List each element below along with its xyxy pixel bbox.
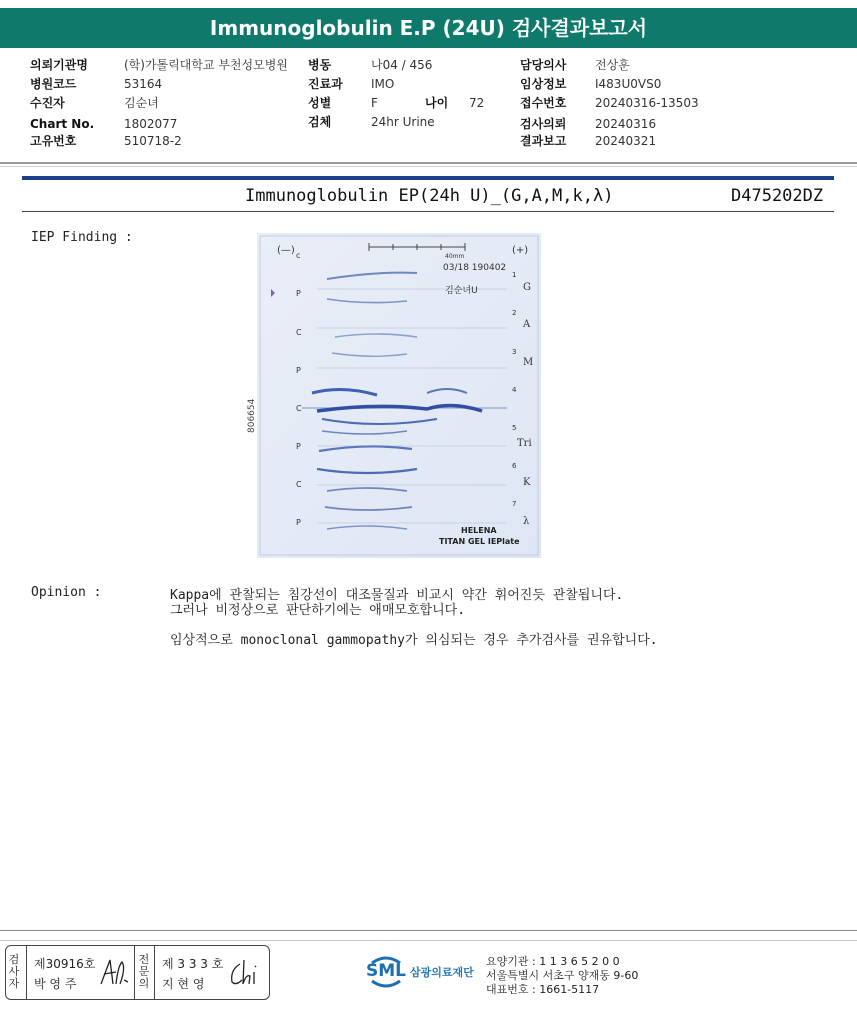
- label-report-date: 결과보고: [520, 134, 567, 148]
- tester-signature: [98, 956, 130, 990]
- iep-finding-label: IEP Finding :: [31, 230, 133, 245]
- label-specimen: 검체: [308, 115, 332, 129]
- lane-letter: λ: [523, 516, 530, 527]
- tester-name: 박 영 주: [34, 977, 77, 991]
- well-label: C: [296, 480, 302, 489]
- value-doctor: 전상훈: [595, 58, 630, 72]
- opinion-label: Opinion :: [31, 585, 102, 600]
- value-report-date: 20240321: [595, 134, 657, 148]
- value-chart-no: 1802077: [124, 117, 178, 131]
- label-patient: 수진자: [30, 96, 65, 110]
- label-clinical-info: 임상정보: [520, 77, 567, 91]
- gel-patient: 김순녀U: [445, 286, 478, 296]
- report-title: Immunoglobulin E.P (24U) 검사결과보고서: [209, 16, 648, 40]
- address: 서울특별시 서초구 양재동 9-60: [486, 969, 639, 982]
- sig-separator: [154, 946, 155, 999]
- lane-number: 6: [512, 462, 517, 470]
- well-label: P: [296, 366, 301, 375]
- lane-letter: K: [523, 477, 531, 488]
- institution-code: 요양기관 : 1 1 3 6 5 2 0 0: [486, 955, 620, 968]
- phone: 대표번호 : 1661-5117: [486, 983, 600, 996]
- label-age: 나이: [425, 96, 449, 110]
- lane-letter: A: [523, 319, 531, 330]
- label-doctor: 담당의사: [520, 58, 567, 72]
- label-request-date: 검사의뢰: [520, 117, 567, 131]
- signature-box: [5, 945, 270, 1000]
- test-code: D475202DZ: [731, 186, 824, 206]
- section-rule: [22, 176, 834, 180]
- label-receipt-no: 접수번호: [520, 96, 567, 110]
- lane-number: 1: [512, 271, 517, 279]
- value-hospital-code: 53164: [124, 77, 163, 91]
- value-unique-no: 510718-2: [124, 134, 182, 148]
- label-department: 진료과: [308, 77, 343, 91]
- gel-scale: 40mm: [445, 253, 465, 260]
- gel-minus: (—): [277, 245, 295, 256]
- value-sex: F: [371, 96, 378, 110]
- opinion-line-1: Kappa에 관찰되는 침강선이 대조물질과 비교시 약간 휘어진듯 관찰됩니다.: [170, 588, 624, 603]
- header-divider: [0, 162, 857, 164]
- gel-brand: HELENA: [461, 526, 497, 535]
- well-label: P: [296, 518, 301, 527]
- iep-gel-image: [247, 233, 541, 558]
- value-clinical-info: I483U0VS0: [595, 77, 662, 91]
- test-divider: [22, 211, 834, 212]
- sig-separator: [134, 946, 135, 999]
- label-chart-no: Chart No.: [30, 117, 95, 131]
- test-name: Immunoglobulin EP(24h U)_(G,A,M,k,λ): [245, 186, 614, 206]
- opinion-line-3: 임상적으로 monoclonal gammopathy가 의심되는 경우 추가검사를 권유합니다.: [170, 633, 658, 648]
- sml-logo-text: SML: [366, 961, 406, 981]
- value-specimen: 24hr Urine: [371, 115, 435, 129]
- specialist-license-no: 제 3 3 3 호: [162, 957, 224, 971]
- lane-number: 4: [512, 386, 517, 394]
- lane-letter: G: [523, 282, 531, 293]
- label-ward: 병동: [308, 58, 332, 72]
- gel-plus: (+): [512, 245, 529, 256]
- lane-letter: Tri: [517, 438, 532, 449]
- value-patient: 김순녀: [124, 96, 159, 110]
- sig-separator: [26, 946, 27, 999]
- label-unique-no: 고유번호: [30, 134, 77, 148]
- well-label: C: [296, 404, 302, 413]
- label-institution: 의뢰기관명: [30, 58, 88, 72]
- lane-number: 5: [512, 424, 517, 432]
- value-receipt-no: 20240316-13503: [595, 96, 699, 110]
- value-request-date: 20240316: [595, 117, 657, 131]
- well-label: c: [296, 251, 301, 260]
- tester-license-no: 제30916호: [34, 957, 96, 971]
- label-sex: 성별: [308, 96, 332, 110]
- lane-number: 2: [512, 309, 517, 317]
- value-institution: (학)가톨릭대학교 부천성모병원: [124, 58, 288, 72]
- sml-logo: [366, 951, 406, 991]
- well-label: P: [296, 442, 301, 451]
- value-ward: 나04 / 456: [371, 58, 433, 72]
- tester-label: 검사자: [8, 953, 20, 990]
- gel-side-id: 806654: [247, 398, 257, 433]
- footer-divider-thin: [0, 940, 857, 941]
- lane-letter: M: [523, 357, 534, 368]
- footer-divider: [0, 930, 857, 931]
- header-divider-thin: [0, 166, 857, 167]
- lane-number: 3: [512, 348, 517, 356]
- lane-number: 7: [512, 500, 517, 508]
- value-department: IMO: [371, 77, 395, 91]
- specialist-name: 지 현 영: [162, 977, 205, 991]
- value-age: 72: [469, 96, 485, 110]
- gel-date: 03/18 190402: [443, 263, 507, 273]
- foundation-name: 삼광의료재단: [410, 966, 474, 979]
- well-label: C: [296, 328, 302, 337]
- well-label: P: [296, 289, 301, 298]
- label-hospital-code: 병원코드: [30, 77, 77, 91]
- gel-svg: [257, 233, 541, 558]
- opinion-line-2: 그러나 비정상으로 판단하기에는 애매모호합니다.: [170, 603, 466, 618]
- specialist-signature: [226, 956, 262, 990]
- gel-product: TITAN GEL IEPlate: [439, 537, 520, 546]
- specialist-label: 전문의: [138, 953, 150, 990]
